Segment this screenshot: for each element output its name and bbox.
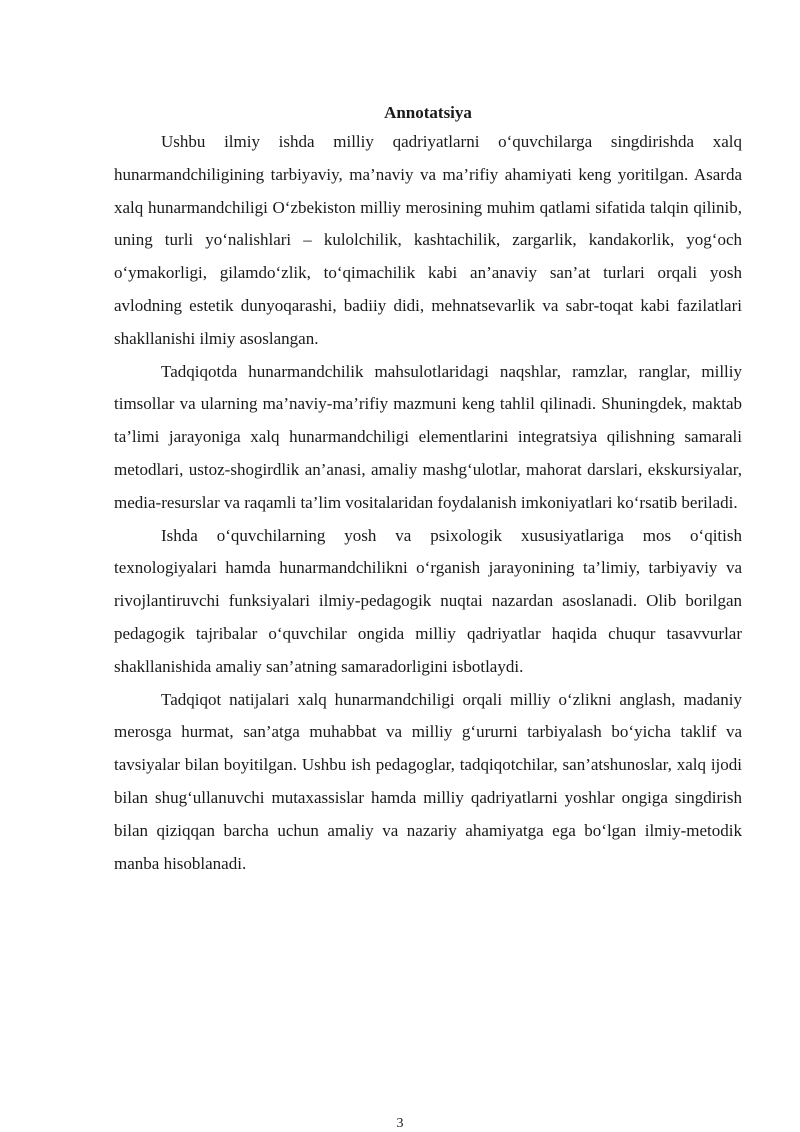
page-title: Annotatsiya <box>384 103 472 122</box>
paragraph-3: Ishda o‘quvchilarning yosh va psixologik xususiyatlariga mos o‘qitish texnologiyalari hamda hunarmandchilikni o‘rganish jarayonining ta’limiy, tarbiyaviy va rivojlantiruvchi funksiyalari ilmiy-pedagogik nuqtai nazardan asoslanadi. Olib borilgan pedagogik tajribalar o‘quvchilar ongida milliy qadriyatlar haqida chuqur tasavvurlar shakllanishida amaliy san’atning samaradorligini isbotlaydi. <box>114 525 742 676</box>
paragraph-1: Ushbu ilmiy ishda milliy qadriyatlarni o‘quvchilarga singdirishda xalq hunarmandchiligining tarbiyaviy, ma’naviy va ma’rifiy ahamiyati keng yoritilgan. Asarda xalq hunarmandchiligi O‘zbekiston milliy merosining muhim qatlami sifatida talqin qilinib, uning turli yo‘nalishlari – kulolchilik, kashtachilik, zargarlik, kandakorlik, yog‘och o‘ymakorligi, gilamdo‘zlik, to‘qimachilik kabi an’anaviy san’at turlari orqali yosh avlodning estetik dunyoqarashi, badiiy didi, mehnatsevarlik va sabr-toqat kabi fazilatlari shakllanishi ilmiy asoslangan. <box>114 132 742 348</box>
page-number: 3 <box>396 1116 404 1131</box>
paragraph-4: Tadqiqot natijalari xalq hunarmandchiligi orqali milliy o‘zlikni anglash, madaniy merosga hurmat, san’atga muhabbat va milliy g‘ururni tarbiyalash bo‘yicha taklif va tavsiyalar bilan boyitilgan. Ushbu ish pedagoglar, tadqiqotchilar, san’atshunoslar, xalq ijodi bilan shug‘ullanuvchi mutaxassislar hamda milliy qadriyatlarni yoshlar ongiga singdirish bilan qiziqqan barcha uchun amaliy va nazariy ahamiyatga ega bo‘lgan ilmiy-metodik manba hisoblanadi. <box>114 689 742 873</box>
page-content <box>114 100 742 880</box>
paragraph-2: Tadqiqotda hunarmandchilik mahsulotlaridagi naqshlar, ramzlar, ranglar, milliy timsollar va ularning ma’naviy-ma’rifiy mazmuni keng tahlil qilinadi. Shuningdek, maktab ta’limi jarayoniga xalq hunarmandchiligi elementlarini integratsiya qilishning samarali metodlari, ustoz-shogirdlik an’anasi, amaliy mashg‘ulotlar, mahorat darslari, ekskursiyalar, media-resurslar va raqamli ta’lim vositalaridan foydalanish imkoniyatlari ko‘rsatib beriladi. <box>114 361 742 512</box>
